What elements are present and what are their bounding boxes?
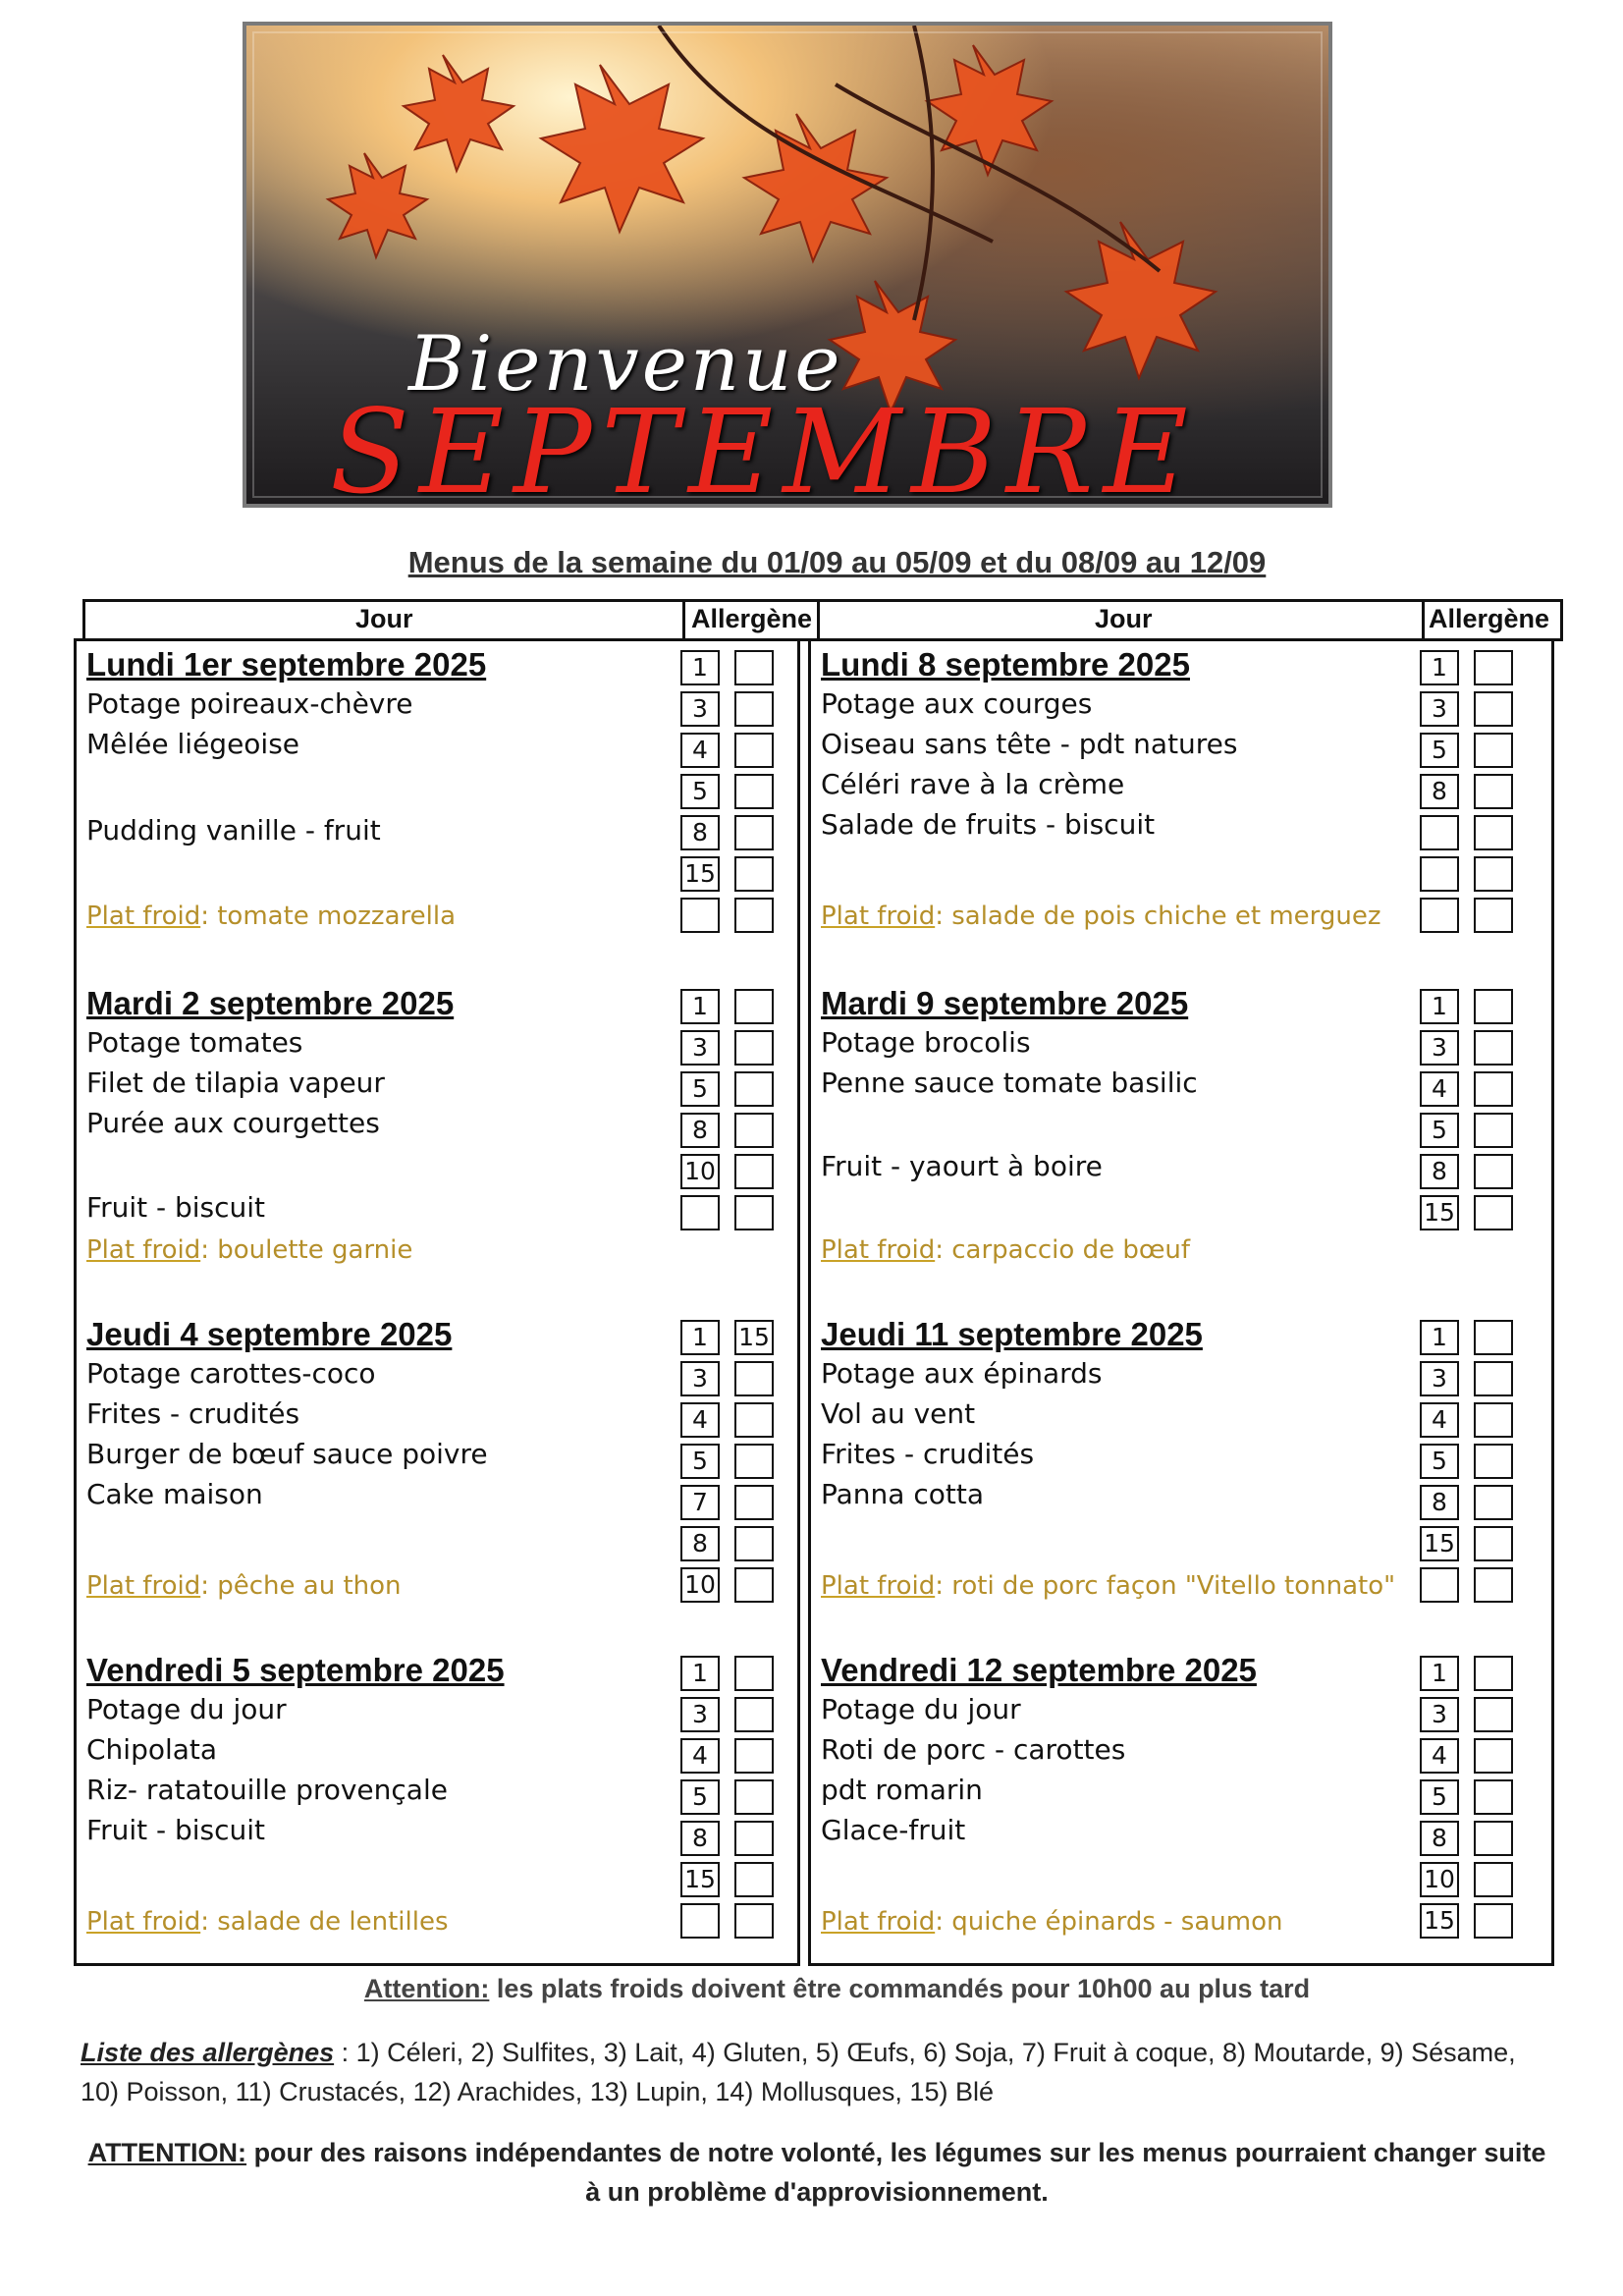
allergen-code-box: 5 (680, 1071, 720, 1107)
allergen-code-box: 5 (1420, 1779, 1459, 1815)
allergen-extra-box (734, 1154, 774, 1189)
dish-item: Potage aux épinards (821, 1357, 1103, 1390)
allergen-extra-box (1474, 1113, 1513, 1148)
cold-dish-label: Plat froid (86, 1907, 201, 1937)
day-title: Vendredi 5 septembre 2025 (86, 1652, 505, 1688)
allergen-extra-box (734, 1485, 774, 1520)
allergen-code-box (1420, 1567, 1459, 1603)
dish-item: Chipolata (86, 1733, 218, 1766)
allergen-code-box: 1 (1420, 1656, 1459, 1691)
day-title: Mardi 9 septembre 2025 (821, 985, 1189, 1021)
dish-item: Frites - crudités (86, 1397, 300, 1430)
dish-item: Purée aux courgettes (86, 1107, 380, 1139)
allergen-code-box: 5 (680, 1779, 720, 1815)
allergen-code-box: 1 (1420, 989, 1459, 1024)
allergen-code-box: 4 (680, 733, 720, 768)
cold-dish-notice-text: les plats froids doivent être commandés pour 10h00 au plus tard (489, 1974, 1311, 2003)
allergen-extra-box (734, 1444, 774, 1479)
allergen-extra-box (734, 691, 774, 727)
dish-item: Fruit - yaourt à boire (821, 1150, 1103, 1182)
cold-dish-name: : pêche au thon (200, 1571, 402, 1601)
allergen-code-box: 8 (680, 1113, 720, 1148)
allergen-code-box: 4 (1420, 1738, 1459, 1774)
allergen-extra-box (734, 1567, 774, 1603)
allergen-code-box: 5 (1420, 1113, 1459, 1148)
allergen-code-box (1420, 898, 1459, 933)
banner-welcome-text: Bienvenue (408, 320, 843, 409)
cold-dish-label: Plat froid (86, 902, 201, 931)
allergen-code-box: 15 (1420, 1903, 1459, 1939)
allergen-extra-box (1474, 1903, 1513, 1939)
allergen-code-box (680, 898, 720, 933)
allergen-extra-box (1474, 1821, 1513, 1856)
allergen-extra-box (1474, 1320, 1513, 1355)
allergen-extra-box (1474, 774, 1513, 809)
dish-item: Fruit - biscuit (86, 1191, 266, 1224)
cold-dish (86, 902, 456, 931)
dish-item: Potage poireaux-chèvre (86, 687, 413, 720)
day-title: Mardi 2 septembre 2025 (86, 985, 455, 1021)
dish-item: Burger de bœuf sauce poivre (86, 1438, 488, 1470)
supply-warning-text: pour des raisons indépendantes de notre volonté, les légumes sur les menus pourraient changer suite à un problème d'approvisionnement. (246, 2138, 1546, 2207)
header-top-border (82, 599, 1563, 602)
allergen-code-box: 8 (680, 815, 720, 850)
allergen-extra-box (734, 1030, 774, 1066)
allergen-legend (81, 2033, 1553, 2111)
allergen-code-box: 1 (1420, 1320, 1459, 1355)
allergen-code-box (680, 1903, 720, 1939)
banner-image (243, 22, 1332, 508)
allergen-extra-box (734, 1821, 774, 1856)
allergen-extra-box (1474, 815, 1513, 850)
allergen-extra-box (1474, 1656, 1513, 1691)
allergen-code-box: 8 (1420, 774, 1459, 809)
cold-dish (821, 902, 1381, 931)
allergen-code-box: 8 (680, 1821, 720, 1856)
allergen-code-box: 1 (680, 650, 720, 685)
maple-leaves-illustration (246, 26, 1332, 508)
cold-dish-name: : salade de lentilles (200, 1907, 449, 1937)
allergen-extra-box (1474, 856, 1513, 892)
allergen-legend-text: : 1) Céleri, 2) Sulfites, 3) Lait, 4) Gluten, 5) Œufs, 6) Soja, 7) Fruit à coque, 8) Moutarde, 9) Sésame, 10) Poisson, 11) Crustacés, 12) Arachides, 13) Lupin, 14) Mollusques, 15) Blé (81, 2038, 1516, 2106)
dish-item: Mêlée liégeoise (86, 728, 300, 760)
allergen-extra-box (734, 1113, 774, 1148)
allergen-extra-box (734, 1903, 774, 1939)
allergen-extra-box (734, 898, 774, 933)
cold-dish-name: : salade de pois chiche et merguez (935, 902, 1381, 931)
allergen-code-box: 1 (680, 989, 720, 1024)
allergen-code-box: 5 (680, 1444, 720, 1479)
allergen-extra-box (734, 1656, 774, 1691)
dish-item: Potage du jour (821, 1693, 1021, 1725)
allergen-code-box: 7 (680, 1485, 720, 1520)
dish-item: Riz- ratatouille provençale (86, 1774, 448, 1806)
allergen-extra-box (1474, 1361, 1513, 1396)
allergen-code-box: 5 (1420, 1444, 1459, 1479)
cold-dish (86, 1571, 402, 1601)
header-day-right: Jour (1095, 604, 1153, 633)
cold-dish-name: : quiche épinards - saumon (935, 1907, 1283, 1937)
cold-dish (821, 1571, 1395, 1601)
allergen-extra-box (1474, 1402, 1513, 1438)
dish-item: Roti de porc - carottes (821, 1733, 1126, 1766)
allergen-code-box: 3 (680, 1030, 720, 1066)
allergen-code-box: 3 (1420, 1030, 1459, 1066)
allergen-code-box: 3 (680, 1697, 720, 1732)
dish-item: Cake maison (86, 1478, 263, 1510)
dish-item: Salade de fruits - biscuit (821, 808, 1156, 841)
cold-dish-notice (0, 1974, 1623, 2004)
allergen-extra-box (734, 650, 774, 685)
allergen-code-box: 15 (680, 856, 720, 892)
allergen-code-box: 3 (1420, 1697, 1459, 1732)
allergen-extra-box (1474, 650, 1513, 685)
cold-dish (86, 1235, 412, 1265)
allergen-extra-box (734, 815, 774, 850)
day-title: Jeudi 4 septembre 2025 (86, 1316, 453, 1352)
cold-dish-label: Plat froid (821, 1907, 936, 1937)
allergen-extra-box (734, 1738, 774, 1774)
dish-item: Oiseau sans tête - pdt natures (821, 728, 1238, 760)
dish-item: Vol au vent (821, 1397, 976, 1430)
dish-item: Penne sauce tomate basilic (821, 1066, 1198, 1099)
day-title: Vendredi 12 septembre 2025 (821, 1652, 1257, 1688)
day-title: Jeudi 11 septembre 2025 (821, 1316, 1203, 1352)
allergen-extra-box (1474, 898, 1513, 933)
allergen-code-box (1420, 856, 1459, 892)
allergen-extra-box (734, 733, 774, 768)
header-day-left: Jour (355, 604, 413, 633)
allergen-extra-box (1474, 1738, 1513, 1774)
allergen-extra-box (1474, 1697, 1513, 1732)
allergen-extra-box (734, 1862, 774, 1897)
allergen-extra-box (734, 1071, 774, 1107)
dish-item: Potage aux courges (821, 687, 1093, 720)
dish-item: Fruit - biscuit (86, 1814, 266, 1846)
dish-item: Pudding vanille - fruit (86, 814, 381, 847)
cold-dish-name: : boulette garnie (200, 1235, 413, 1265)
allergen-code-box: 3 (1420, 691, 1459, 727)
allergen-code-box: 4 (680, 1402, 720, 1438)
allergen-code-box: 5 (1420, 733, 1459, 768)
allergen-extra-box (1474, 691, 1513, 727)
dish-item: Frites - crudités (821, 1438, 1035, 1470)
allergen-extra-box (1474, 1154, 1513, 1189)
dish-item: Potage brocolis (821, 1026, 1031, 1059)
allergen-code-box: 4 (1420, 1071, 1459, 1107)
allergen-code-box: 1 (680, 1320, 720, 1355)
allergen-extra-box (1474, 1526, 1513, 1561)
allergen-extra-box (1474, 1779, 1513, 1815)
allergen-extra-box (1474, 1444, 1513, 1479)
allergen-code-box: 8 (1420, 1154, 1459, 1189)
allergen-extra-box (734, 856, 774, 892)
allergen-extra-box: 15 (734, 1320, 774, 1355)
cold-dish-name: : tomate mozzarella (200, 902, 456, 931)
cold-dish (821, 1907, 1282, 1937)
allergen-extra-box (734, 1195, 774, 1230)
supply-warning-label: ATTENTION: (87, 2138, 247, 2167)
allergen-code-box: 5 (680, 774, 720, 809)
cold-dish-label: Plat froid (86, 1571, 201, 1601)
allergen-extra-box (734, 989, 774, 1024)
dish-item: Potage carottes-coco (86, 1357, 376, 1390)
supply-warning (81, 2133, 1553, 2212)
allergen-code-box: 8 (1420, 1485, 1459, 1520)
allergen-code-box: 10 (680, 1567, 720, 1603)
cold-dish-name: : roti de porc façon "Vitello tonnato" (935, 1571, 1396, 1601)
allergen-code-box: 3 (1420, 1361, 1459, 1396)
day-title: Lundi 1er septembre 2025 (86, 646, 487, 683)
cold-dish-label: Plat froid (821, 1235, 936, 1265)
dish-item: Panna cotta (821, 1478, 984, 1510)
cold-dish-name: : carpaccio de bœuf (935, 1235, 1191, 1265)
allergen-code-box: 4 (1420, 1402, 1459, 1438)
allergen-extra-box (1474, 1862, 1513, 1897)
allergen-extra-box (1474, 989, 1513, 1024)
cold-dish-label: Plat froid (821, 902, 936, 931)
allergen-extra-box (1474, 1485, 1513, 1520)
dish-item: Glace-fruit (821, 1814, 966, 1846)
allergen-extra-box (1474, 1567, 1513, 1603)
allergen-legend-label: Liste des allergènes (81, 2038, 335, 2067)
allergen-extra-box (734, 1697, 774, 1732)
cold-dish (821, 1235, 1190, 1265)
allergen-extra-box (734, 1361, 774, 1396)
allergen-code-box: 10 (1420, 1862, 1459, 1897)
allergen-code-box: 15 (1420, 1195, 1459, 1230)
allergen-code-box: 3 (680, 1361, 720, 1396)
allergen-extra-box (734, 1526, 774, 1561)
header-allergen-right: Allergène (1429, 604, 1550, 633)
allergen-code-box (1420, 815, 1459, 850)
allergen-extra-box (1474, 1071, 1513, 1107)
cold-dish (86, 1907, 449, 1937)
allergen-code-box: 1 (1420, 650, 1459, 685)
allergen-code-box: 10 (680, 1154, 720, 1189)
dish-item: Potage du jour (86, 1693, 287, 1725)
allergen-extra-box (734, 774, 774, 809)
allergen-extra-box (734, 1779, 774, 1815)
allergen-extra-box (734, 1402, 774, 1438)
cold-dish-label: Plat froid (86, 1235, 201, 1265)
allergen-code-box: 3 (680, 691, 720, 727)
menu-period-title: Menus de la semaine du 01/09 au 05/09 et du 08/09 au 12/09 (407, 545, 1267, 579)
banner-month-text: SEPTEMBRE (330, 384, 1198, 508)
allergen-code-box: 15 (680, 1862, 720, 1897)
allergen-code-box: 4 (680, 1738, 720, 1774)
cold-dish-notice-label: Attention: (363, 1974, 490, 2003)
dish-item: pdt romarin (821, 1774, 983, 1806)
allergen-extra-box (1474, 733, 1513, 768)
allergen-extra-box (1474, 1030, 1513, 1066)
allergen-code-box: 15 (1420, 1526, 1459, 1561)
header-allergen-left: Allergène (691, 604, 813, 633)
allergen-code-box (680, 1195, 720, 1230)
allergen-extra-box (1474, 1195, 1513, 1230)
day-title: Lundi 8 septembre 2025 (821, 646, 1190, 683)
cold-dish-label: Plat froid (821, 1571, 936, 1601)
dish-item: Céléri rave à la crème (821, 768, 1125, 800)
allergen-code-box: 8 (680, 1526, 720, 1561)
dish-item: Filet de tilapia vapeur (86, 1066, 385, 1099)
allergen-code-box: 1 (680, 1656, 720, 1691)
dish-item: Potage tomates (86, 1026, 303, 1059)
allergen-code-box: 8 (1420, 1821, 1459, 1856)
